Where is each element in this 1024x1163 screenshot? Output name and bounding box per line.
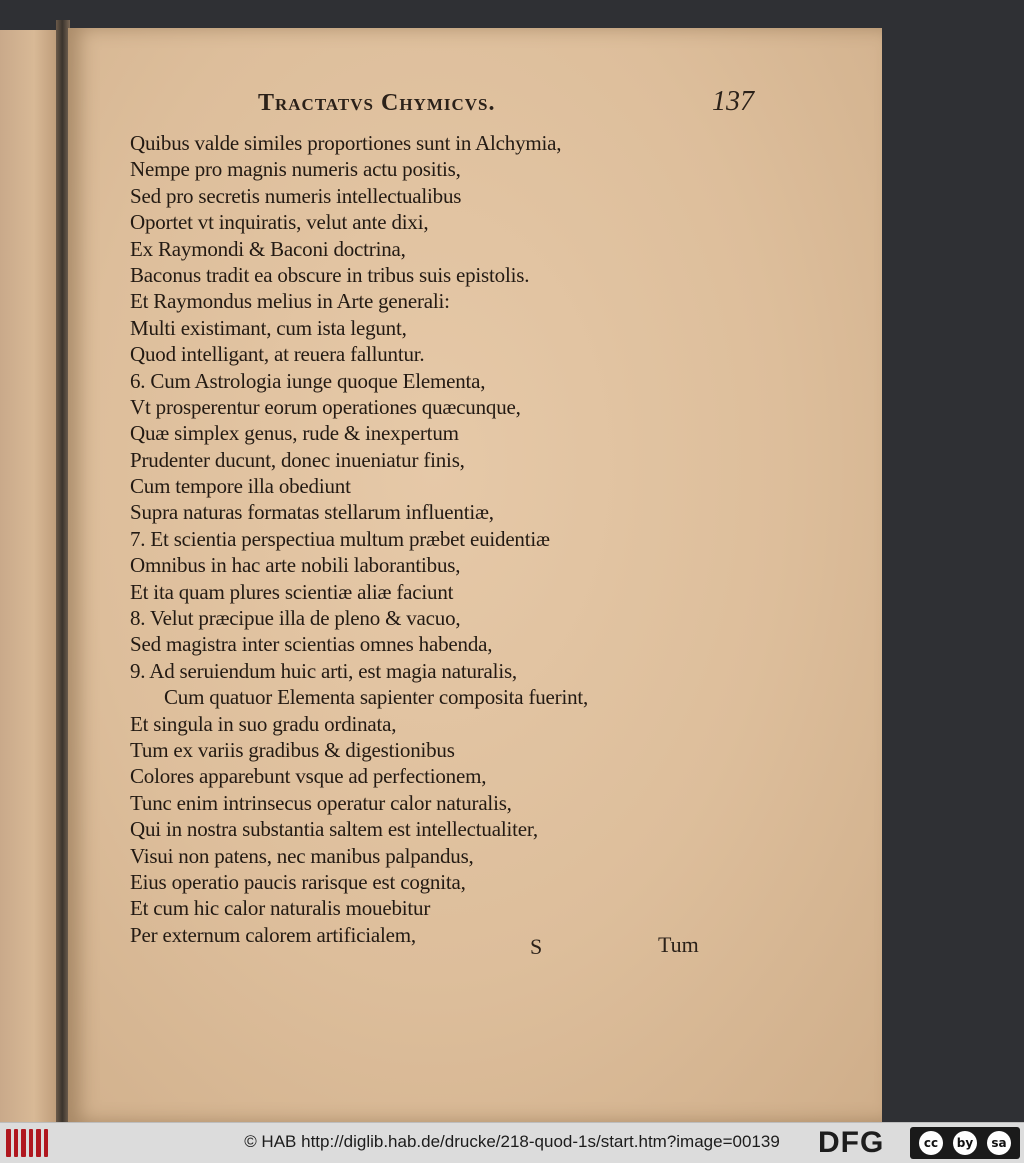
running-title: Tractatvs Chymicvs. [258,90,496,116]
verse-line: Nempe pro magnis numeris actu positis, [130,157,461,182]
verse-line: Vt prosperentur eorum operationes quæcunque, [130,394,521,419]
copyright-link[interactable]: © HAB http://diglib.hab.de/drucke/218-quod-1s/start.htm?image=00139 [244,1132,780,1151]
verse-line: Eius operatio paucis rarisque est cognita, [130,869,466,894]
verse-line: Qui in nostra substantia saltem est intellectualiter, [130,817,538,842]
dfg-logo: DFG [818,1126,885,1159]
signature-mark: S [530,934,543,959]
page-header [258,86,778,130]
verse-line: Et cum hic calor naturalis mouebitur [130,896,431,921]
verse-line: Supra naturas formatas stellarum influentiæ, [130,500,494,525]
footer-bar [0,1122,1024,1163]
verse-line: Omnibus in hac arte nobili laborantibus, [130,553,461,578]
verse-line: Per externum calorem artificialem, [130,922,416,947]
page-number: 137 [712,86,754,117]
verse-line: Cum quatuor Elementa sapienter composita fuerint, [164,685,589,710]
verse-line: Et singula in suo gradu ordinata, [130,711,397,736]
verse-line: Colores apparebunt vsque ad perfectionem, [130,764,487,789]
verse-line: Ex Raymondi & Baconi doctrina, [130,236,406,261]
verse-text [130,130,770,948]
verse-line: Tum ex variis gradibus & digestionibus [130,737,455,762]
verse-line: Quod intelligant, at reuera falluntur. [130,342,425,367]
verse-line: 8. Velut præcipue illa de pleno & vacuo, [130,606,461,631]
verse-line: Multi existimant, cum ista legunt, [130,315,407,340]
verse-line: Tunc enim intrinsecus operatur calor naturalis, [130,790,512,815]
verse-line: Quæ simplex genus, rude & inexpertum [130,421,459,446]
verse-line: Oportet vt inquiratis, velut ante dixi, [130,210,429,235]
verse-line: Quibus valde similes proportiones sunt in Alchymia, [130,131,562,155]
verse-line: 6. Cum Astrologia iunge quoque Elementa, [130,368,486,393]
previous-page-edge [0,30,62,1122]
cc-icon: cc [919,1131,943,1155]
sa-icon: sa [987,1131,1011,1155]
verse-line: Sed magistra inter scientias omnes habenda, [130,632,493,657]
by-icon: by [953,1131,977,1155]
catchword: Tum [658,932,699,957]
scanned-page [68,28,882,1122]
verse-line: 9. Ad seruiendum huic arti, est magia naturalis, [130,658,517,683]
verse-line: Et Raymondus melius in Arte generali: [130,289,450,314]
verse-line: Baconus tradit ea obscure in tribus suis epistolis. [130,262,530,287]
cc-license-badge[interactable] [910,1127,1020,1159]
verse-line: Cum tempore illa obediunt [130,474,351,499]
verse-line: Sed pro secretis numeris intellectualibus [130,183,462,208]
verse-line: Visui non patens, nec manibus palpandus, [130,843,474,868]
verse-line: Prudenter ducunt, donec inueniatur finis, [130,447,465,472]
verse-line: 7. Et scientia perspectiua multum præbet euidentiæ [130,526,550,551]
verse-line: Et ita quam plures scientiæ aliæ faciunt [130,579,454,604]
